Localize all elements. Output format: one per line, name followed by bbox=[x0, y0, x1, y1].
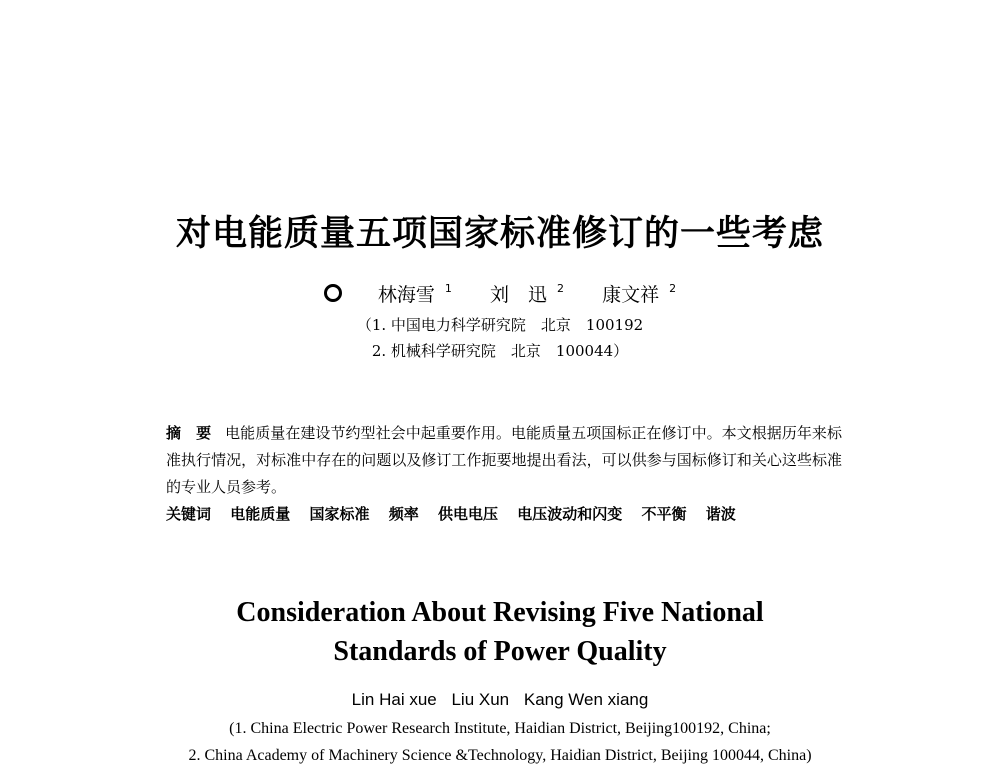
chinese-authors bbox=[0, 280, 1000, 307]
english-authors bbox=[0, 690, 1000, 710]
keyword: 电能质量 bbox=[230, 505, 291, 523]
author-1-affiliation: 1 bbox=[444, 282, 452, 295]
keywords bbox=[166, 503, 866, 524]
keywords-label: 关键词 bbox=[166, 505, 212, 523]
keyword: 电压波动和闪变 bbox=[517, 505, 623, 523]
abstract bbox=[166, 420, 842, 501]
keyword: 国家标准 bbox=[309, 505, 370, 523]
author-en-2: Liu Xun bbox=[451, 690, 510, 709]
chinese-title: 对电能质量五项国家标准修订的一些考虑 bbox=[175, 213, 824, 254]
author-2-name: 刘 迅 bbox=[490, 284, 548, 306]
author-en-1: Lin Hai xue bbox=[351, 690, 437, 709]
english-affiliation-1: (1. China Electric Power Research Institute, Haidian District, Beijing100192, China; bbox=[229, 720, 771, 737]
abstract-label: 摘 要 bbox=[166, 424, 212, 442]
chinese-affiliation-2: 2. 机械科学研究院 北京 100044） bbox=[371, 342, 629, 360]
english-affiliation-2: 2. China Academy of Machinery Science &Technology, Haidian District, Beijing 100044, China) bbox=[188, 747, 812, 764]
author-en-3: Kang Wen xiang bbox=[523, 690, 649, 709]
keyword: 谐波 bbox=[705, 505, 736, 523]
english-title-line-1: Consideration About Revising Five National bbox=[236, 597, 764, 628]
keyword: 频率 bbox=[388, 505, 419, 523]
keyword: 不平衡 bbox=[641, 505, 687, 523]
author-3-name: 康文祥 bbox=[602, 284, 660, 306]
keyword: 供电电压 bbox=[438, 505, 499, 523]
english-title-line-2: Standards of Power Quality bbox=[333, 636, 667, 667]
abstract-text: 电能质量在建设节约型社会中起重要作用。电能质量五项国标正在修订中。本文根据历年来标准执行情况，对标准中存在的问题以及修订工作扼要地提出看法，可以供参与国标修订和关心这些标准的专业人员参考。 bbox=[166, 424, 842, 496]
author-2-affiliation: 2 bbox=[557, 282, 565, 295]
author-3-affiliation: 2 bbox=[669, 282, 677, 295]
bullet-circle-icon bbox=[324, 284, 342, 302]
chinese-affiliation-1: （1. 中国电力科学研究院 北京 100192 bbox=[356, 316, 644, 334]
author-1-name: 林海雪 bbox=[377, 284, 435, 306]
